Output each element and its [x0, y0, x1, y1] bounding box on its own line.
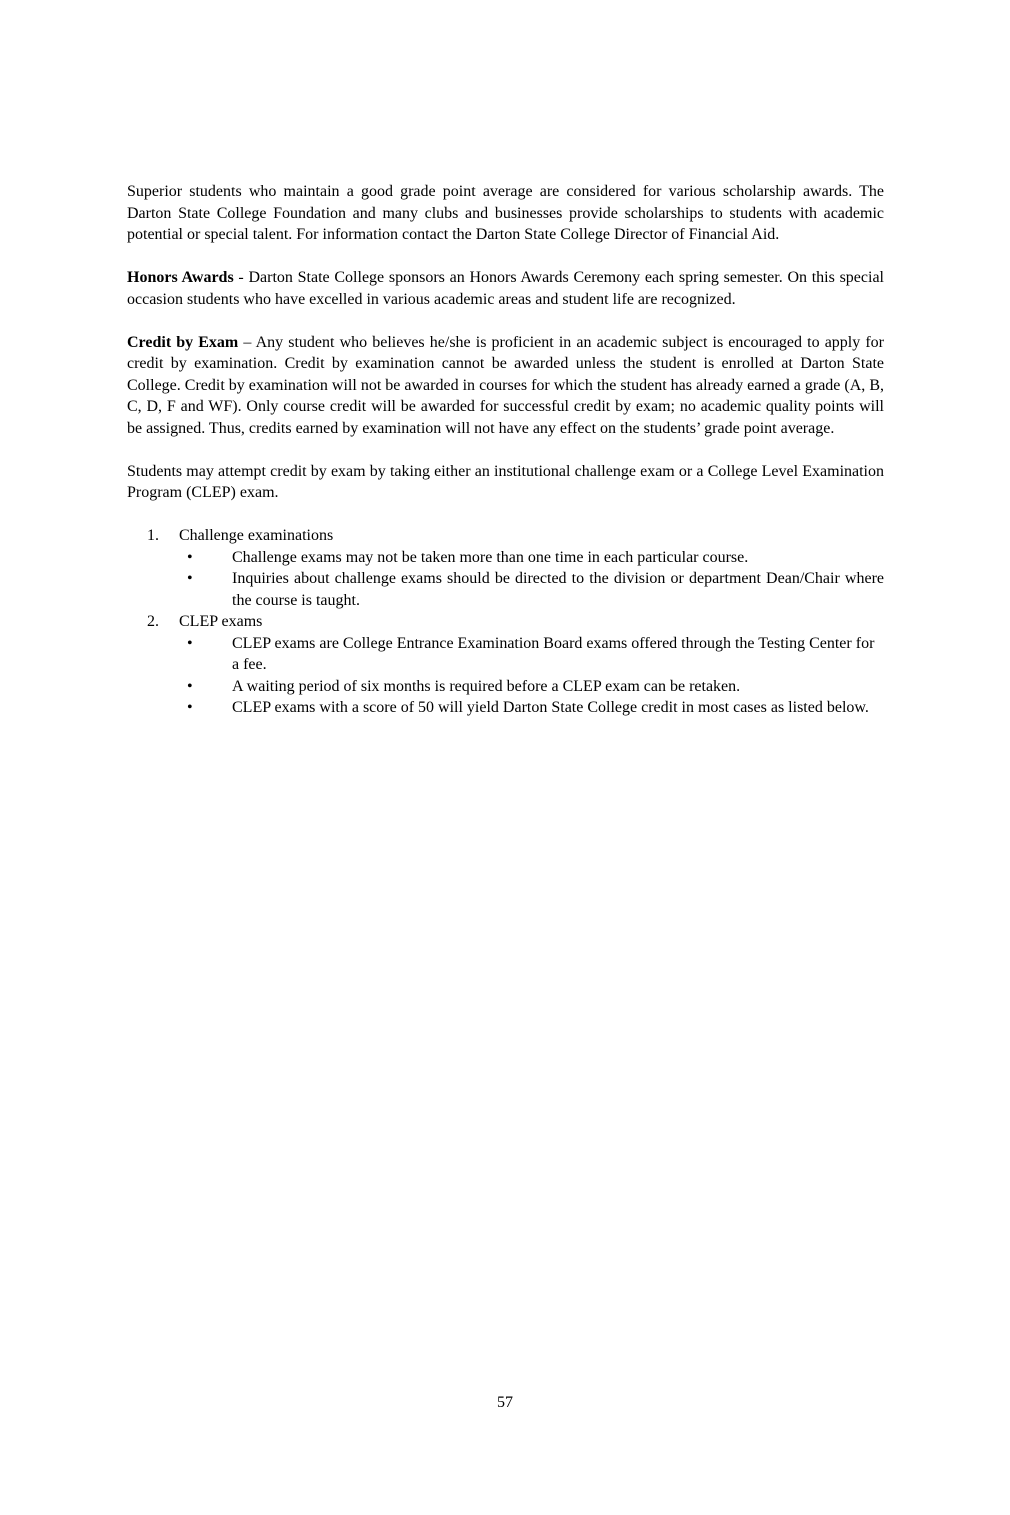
bullet-item: [179, 547, 884, 569]
scholarship-paragraph: Superior students who maintain a good grade point average are considered for various scholarship awards. The Darton State College Foundation and many clubs and businesses provide scholarships to students with academic potential or special talent. For information contact the Darton State College Director of Financial Aid.: [127, 183, 884, 243]
list-item-label: Challenge examinations: [179, 527, 334, 544]
honors-awards-text: - Darton State College sponsors an Honors Awards Ceremony each spring semester. On this special occasion students who have excelled in various academic areas and student life are recognized.: [127, 269, 885, 308]
bullet-text: Inquiries about challenge exams should be directed to the division or department Dean/Chair where the course is taught.: [232, 570, 884, 609]
bullet-item: [179, 633, 884, 676]
credit-by-exam-text: – Any student who believes he/she is proficient in an academic subject is encouraged to apply for credit by examination. Credit by examination cannot be awarded unless the student is enrolled at Darton State College. Credit by examination will not be awarded in courses for which the student has already earned a grade (A, B, C, D, F and WF). Only course credit will be awarded for successful credit by exam; no academic quality points will be assigned. Thus, credits earned by examination will not have any effect on the students’ grade point average.: [127, 333, 884, 437]
bullet-text: A waiting period of six months is required before a CLEP exam can be retaken.: [232, 677, 741, 695]
bullet-item: [179, 568, 884, 611]
bullet-icon: •: [187, 699, 193, 716]
challenge-bullet-list: [179, 547, 884, 612]
credit-by-exam-paragraph: [127, 332, 884, 440]
exam-types-list: [127, 525, 884, 719]
list-item-challenge: [127, 525, 884, 611]
list-item-clep: [127, 611, 884, 719]
bullet-icon: •: [187, 548, 193, 566]
clep-bullet-list: [179, 633, 884, 719]
list-number: 1.: [147, 527, 159, 544]
attempt-paragraph: Students may attempt credit by exam by taking either an institutional challenge exam or a College Level Examination Program (CLEP) exam.: [127, 462, 884, 501]
bullet-text: CLEP exams with a score of 50 will yield Darton State College credit in most cases as listed below.: [232, 699, 869, 716]
page-content: [127, 181, 884, 719]
credit-by-exam-heading: Credit by Exam: [127, 333, 239, 351]
bullet-icon: •: [187, 677, 193, 695]
bullet-icon: •: [187, 570, 193, 587]
bullet-item: [179, 697, 884, 719]
bullet-icon: •: [187, 634, 193, 652]
list-number: 2.: [147, 613, 159, 630]
list-item-label: CLEP exams: [179, 613, 263, 630]
bullet-item: [179, 676, 884, 698]
bullet-text: CLEP exams are College Entrance Examination Board exams offered through the Testing Center for a fee.: [232, 634, 875, 673]
bullet-text: Challenge exams may not be taken more than one time in each particular course.: [232, 548, 749, 566]
honors-awards-heading: Honors Awards: [127, 269, 234, 286]
page-number: 57: [497, 1394, 513, 1411]
honors-awards-paragraph: [127, 267, 884, 310]
